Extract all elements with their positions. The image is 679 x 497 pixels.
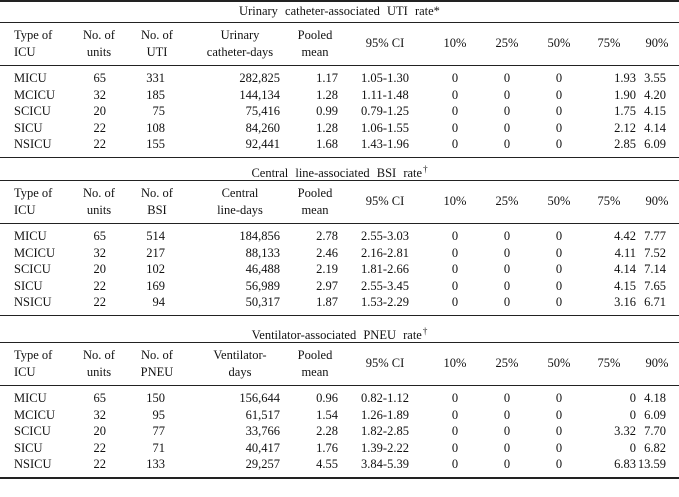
cell-95-ci: 2.16-2.81 <box>361 245 409 260</box>
cell-icu-type: SICU <box>14 440 43 455</box>
cell-pooled-mean: 4.55 <box>316 457 338 471</box>
cell-device-days: 29,257 <box>245 457 280 471</box>
cell-pooled-mean: 1.76 <box>316 440 338 455</box>
header-p90: 90% <box>645 356 669 370</box>
cell-p50: 0 <box>555 87 563 102</box>
cell-p50: 0 <box>555 391 563 405</box>
cell-units: 22 <box>93 137 106 151</box>
cell-p90: 4.18 <box>644 391 666 405</box>
header-p25: 25% <box>495 356 519 370</box>
header-no-of-events-line: No. of <box>141 348 173 362</box>
cell-p25: 0 <box>503 71 511 85</box>
table-row <box>0 137 679 152</box>
section-title-text: Ventilator-associated PNEU rate <box>251 328 422 342</box>
cell-device-days: 184,856 <box>239 229 280 243</box>
cell-p50: 0 <box>555 440 563 455</box>
cell-events: 133 <box>146 457 165 471</box>
cell-95-ci: 2.55-3.45 <box>361 278 409 293</box>
header-p90: 90% <box>645 36 669 50</box>
header-no-of-events-line: PNEU <box>140 365 174 379</box>
cell-pooled-mean: 2.78 <box>316 229 338 243</box>
cell-device-days: 50,317 <box>245 295 280 309</box>
header-no-of-units <box>70 27 128 61</box>
cell-p75: 4.14 <box>614 262 636 276</box>
header-device-days <box>190 185 290 219</box>
section-title-footnote-mark: † <box>423 164 428 174</box>
table-row <box>0 121 679 136</box>
cell-p50: 0 <box>555 457 563 471</box>
cell-p10: 0 <box>451 278 459 293</box>
cell-units: 65 <box>93 229 106 243</box>
cell-device-days: 282,825 <box>239 71 280 85</box>
header-no-of-units <box>70 347 128 381</box>
cell-icu-type: MICU <box>14 229 47 243</box>
cell-95-ci: 1.81-2.66 <box>361 262 409 276</box>
header-device-days-line: Ventilator- <box>213 348 267 362</box>
table-row <box>0 279 679 294</box>
cell-p25: 0 <box>503 245 511 260</box>
header-device-days <box>190 27 290 61</box>
cell-device-days: 84,260 <box>245 120 280 135</box>
header-type-of-icu <box>14 27 74 61</box>
cell-units: 65 <box>93 71 106 85</box>
table-row <box>0 88 679 103</box>
section-title-text: Urinary catheter-associated UTI rate* <box>239 4 440 18</box>
section-bottom-rule <box>0 315 679 316</box>
cell-units: 20 <box>93 424 106 438</box>
cell-events: 185 <box>146 87 165 102</box>
cell-p75: 4.15 <box>614 278 636 293</box>
cell-icu-type: SCICU <box>14 104 51 118</box>
header-no-of-units-line: No. of <box>83 186 115 200</box>
cell-device-days: 33,766 <box>245 424 280 438</box>
cell-p90: 4.20 <box>644 87 666 102</box>
cell-p50: 0 <box>555 229 563 243</box>
section-bottom-rule <box>0 157 679 158</box>
cell-units: 22 <box>93 440 106 455</box>
cell-p75: 4.42 <box>614 229 636 243</box>
table-top-rule <box>0 0 679 2</box>
cell-95-ci: 1.11-1.48 <box>361 87 409 102</box>
cell-p10: 0 <box>451 71 459 85</box>
cell-95-ci: 0.79-1.25 <box>361 104 409 118</box>
cell-device-days: 40,417 <box>245 440 280 455</box>
cell-units: 32 <box>93 407 106 422</box>
cell-icu-type: MICU <box>14 391 47 405</box>
cell-p25: 0 <box>503 407 511 422</box>
header-p10: 10% <box>443 36 467 50</box>
cell-95-ci: 3.84-5.39 <box>361 457 409 471</box>
cell-p50: 0 <box>555 71 563 85</box>
cell-95-ci: 2.55-3.03 <box>361 229 409 243</box>
cell-pooled-mean: 0.99 <box>316 104 338 118</box>
cell-p25: 0 <box>503 424 511 438</box>
cell-device-days: 156,644 <box>239 391 280 405</box>
header-pooled-mean-line: Pooled <box>297 186 333 200</box>
table-row <box>0 246 679 261</box>
header-95-ci: 95% CI <box>365 36 405 50</box>
cell-p75: 3.16 <box>614 295 636 309</box>
table-row <box>0 229 679 244</box>
cell-events: 95 <box>152 407 165 422</box>
cell-pooled-mean: 2.97 <box>316 278 338 293</box>
cell-icu-type: NSICU <box>14 137 52 151</box>
cell-p25: 0 <box>503 278 511 293</box>
cell-icu-type: MCICU <box>14 87 55 102</box>
cell-events: 150 <box>146 391 165 405</box>
header-type-of-icu-line: Type of <box>14 186 53 200</box>
header-pooled-mean <box>290 27 340 61</box>
cell-p50: 0 <box>555 245 563 260</box>
cell-p90: 7.52 <box>644 245 666 260</box>
cell-p50: 0 <box>555 278 563 293</box>
header-no-of-units-line: units <box>86 203 112 217</box>
header-no-of-units-line: No. of <box>83 28 115 42</box>
header-pooled-mean <box>290 347 340 381</box>
cell-units: 65 <box>93 391 106 405</box>
cell-p10: 0 <box>451 262 459 276</box>
cell-p50: 0 <box>555 295 563 309</box>
section-title <box>0 3 679 19</box>
cell-95-ci: 1.39-2.22 <box>361 440 409 455</box>
header-no-of-events-line: BSI <box>147 203 167 217</box>
cell-units: 32 <box>93 87 106 102</box>
cell-units: 22 <box>93 120 106 135</box>
cell-events: 169 <box>146 278 165 293</box>
cell-95-ci: 1.06-1.55 <box>361 120 409 135</box>
cell-p90: 6.82 <box>644 440 666 455</box>
cell-p50: 0 <box>555 424 563 438</box>
header-no-of-events <box>128 27 186 61</box>
section-bottom-rule <box>0 477 679 479</box>
table-row <box>0 262 679 277</box>
cell-p90: 6.09 <box>644 137 666 151</box>
cell-events: 155 <box>146 137 165 151</box>
cell-p90: 4.15 <box>644 104 666 118</box>
cell-device-days: 46,488 <box>245 262 280 276</box>
cell-p10: 0 <box>451 457 459 471</box>
header-type-of-icu <box>14 185 74 219</box>
header-p50: 50% <box>547 356 571 370</box>
header-pooled-mean-line: mean <box>301 45 329 59</box>
cell-p75: 0 <box>629 407 636 422</box>
table-row <box>0 408 679 423</box>
header-device-days-line: catheter-days <box>206 45 274 59</box>
table-row <box>0 295 679 310</box>
cell-p50: 0 <box>555 120 563 135</box>
cell-p90: 7.14 <box>644 262 666 276</box>
header-no-of-events-line: No. of <box>141 28 173 42</box>
cell-95-ci: 1.53-2.29 <box>361 295 409 309</box>
header-p10: 10% <box>443 356 467 370</box>
cell-p90: 6.71 <box>644 295 666 309</box>
section-title-rule <box>0 22 679 23</box>
cell-p90: 4.14 <box>644 120 666 135</box>
cell-p75: 1.75 <box>614 104 636 118</box>
header-type-of-icu-line: Type of <box>14 28 53 42</box>
cell-p25: 0 <box>503 440 511 455</box>
section-title-rule <box>0 342 679 343</box>
cell-p50: 0 <box>555 104 563 118</box>
cell-events: 75 <box>152 104 165 118</box>
header-no-of-units-line: units <box>86 365 112 379</box>
cell-pooled-mean: 2.19 <box>316 262 338 276</box>
cell-pooled-mean: 2.28 <box>316 424 338 438</box>
header-device-days-line: Urinary <box>220 28 260 42</box>
header-pooled-mean-line: mean <box>301 203 329 217</box>
cell-p50: 0 <box>555 262 563 276</box>
cell-p90: 6.09 <box>644 407 666 422</box>
cell-p25: 0 <box>503 87 511 102</box>
section-title-text: Central line-associated BSI rate <box>251 166 423 180</box>
cell-p75: 1.93 <box>614 71 636 85</box>
cell-p50: 0 <box>555 137 563 151</box>
header-type-of-icu-line: ICU <box>14 45 36 59</box>
cell-events: 102 <box>146 262 165 276</box>
header-type-of-icu-line: ICU <box>14 365 36 379</box>
cell-95-ci: 1.43-1.96 <box>361 137 409 151</box>
cell-p10: 0 <box>451 104 459 118</box>
header-no-of-units-line: No. of <box>83 348 115 362</box>
header-rule <box>0 223 679 224</box>
cell-icu-type: SICU <box>14 120 43 135</box>
cell-icu-type: SICU <box>14 278 43 293</box>
cell-icu-type: NSICU <box>14 457 52 471</box>
cell-p75: 0 <box>629 391 636 405</box>
header-p75: 75% <box>597 356 621 370</box>
cell-units: 22 <box>93 457 106 471</box>
cell-units: 22 <box>93 278 106 293</box>
header-p10: 10% <box>443 194 467 208</box>
cell-units: 20 <box>93 262 106 276</box>
table-row <box>0 71 679 86</box>
header-p50: 50% <box>547 36 571 50</box>
cell-device-days: 61,517 <box>245 407 280 422</box>
cell-events: 94 <box>152 295 165 309</box>
cell-p75: 1.90 <box>614 87 636 102</box>
cell-p10: 0 <box>451 407 459 422</box>
header-no-of-units <box>70 185 128 219</box>
header-no-of-events-line: UTI <box>146 45 168 59</box>
cell-p90: 7.77 <box>644 229 666 243</box>
header-device-days-line: line-days <box>217 203 263 217</box>
cell-device-days: 56,989 <box>245 278 280 293</box>
header-p50: 50% <box>547 194 571 208</box>
header-p90: 90% <box>645 194 669 208</box>
header-device-days <box>190 347 290 381</box>
cell-p25: 0 <box>503 229 511 243</box>
cell-device-days: 75,416 <box>245 104 280 118</box>
cell-pooled-mean: 1.28 <box>316 120 338 135</box>
cell-icu-type: SCICU <box>14 424 51 438</box>
cell-icu-type: MICU <box>14 71 47 85</box>
cell-p10: 0 <box>451 229 459 243</box>
cell-units: 32 <box>93 245 106 260</box>
cell-pooled-mean: 1.17 <box>316 71 338 85</box>
cell-units: 20 <box>93 104 106 118</box>
cell-p90: 7.70 <box>644 424 666 438</box>
cell-device-days: 144,134 <box>239 87 280 102</box>
header-type-of-icu <box>14 347 74 381</box>
header-95-ci: 95% CI <box>365 194 405 208</box>
cell-icu-type: MCICU <box>14 245 55 260</box>
cell-pooled-mean: 1.87 <box>316 295 338 309</box>
cell-p25: 0 <box>503 137 511 151</box>
cell-p10: 0 <box>451 391 459 405</box>
header-p75: 75% <box>597 194 621 208</box>
header-pooled-mean-line: mean <box>301 365 329 379</box>
header-no-of-events <box>128 347 186 381</box>
cell-p90: 13.59 <box>637 457 666 471</box>
cell-p75: 6.83 <box>614 457 636 471</box>
cell-events: 217 <box>146 245 165 260</box>
cell-p10: 0 <box>451 295 459 309</box>
cell-pooled-mean: 1.54 <box>316 407 338 422</box>
table-row <box>0 391 679 406</box>
cell-p90: 7.65 <box>644 278 666 293</box>
cell-events: 514 <box>146 229 165 243</box>
cell-p25: 0 <box>503 120 511 135</box>
cell-pooled-mean: 0.96 <box>316 391 338 405</box>
cell-p75: 3.32 <box>614 424 636 438</box>
cell-p25: 0 <box>503 391 511 405</box>
cell-95-ci: 1.26-1.89 <box>361 407 409 422</box>
cell-p75: 2.85 <box>614 137 636 151</box>
cell-icu-type: MCICU <box>14 407 55 422</box>
cell-p10: 0 <box>451 120 459 135</box>
cell-device-days: 92,441 <box>245 137 280 151</box>
cell-p25: 0 <box>503 457 511 471</box>
header-p25: 25% <box>495 194 519 208</box>
cell-p10: 0 <box>451 87 459 102</box>
cell-icu-type: NSICU <box>14 295 52 309</box>
header-rule <box>0 65 679 66</box>
cell-95-ci: 1.05-1.30 <box>361 71 409 85</box>
cell-p25: 0 <box>503 104 511 118</box>
cell-p25: 0 <box>503 262 511 276</box>
cell-pooled-mean: 1.68 <box>316 137 338 151</box>
cell-p75: 0 <box>629 440 636 455</box>
cell-events: 71 <box>152 440 165 455</box>
cell-95-ci: 1.82-2.85 <box>361 424 409 438</box>
header-type-of-icu-line: Type of <box>14 348 53 362</box>
cell-events: 331 <box>146 71 165 85</box>
cell-p10: 0 <box>451 440 459 455</box>
table-row <box>0 457 679 472</box>
header-rule <box>0 385 679 386</box>
cell-pooled-mean: 2.46 <box>316 245 338 260</box>
cell-events: 108 <box>146 120 165 135</box>
cell-units: 22 <box>93 295 106 309</box>
cell-p90: 3.55 <box>644 71 666 85</box>
header-no-of-units-line: units <box>86 45 112 59</box>
cell-p10: 0 <box>451 424 459 438</box>
table-row <box>0 104 679 119</box>
header-device-days-line: Central <box>221 186 259 200</box>
cell-device-days: 88,133 <box>245 245 280 260</box>
cell-p75: 4.11 <box>614 245 636 260</box>
cell-95-ci: 0.82-1.12 <box>361 391 409 405</box>
header-no-of-events <box>128 185 186 219</box>
header-pooled-mean-line: Pooled <box>297 28 333 42</box>
cell-events: 77 <box>152 424 165 438</box>
table-row <box>0 441 679 456</box>
section-title <box>0 323 679 343</box>
header-p25: 25% <box>495 36 519 50</box>
cell-p50: 0 <box>555 407 563 422</box>
section-title-footnote-mark: † <box>422 326 428 336</box>
header-95-ci: 95% CI <box>365 356 405 370</box>
cell-p10: 0 <box>451 137 459 151</box>
header-no-of-events-line: No. of <box>141 186 173 200</box>
section-title-rule <box>0 180 679 181</box>
header-pooled-mean-line: Pooled <box>297 348 333 362</box>
cell-p75: 2.12 <box>614 120 636 135</box>
header-pooled-mean <box>290 185 340 219</box>
cell-p10: 0 <box>451 245 459 260</box>
header-type-of-icu-line: ICU <box>14 203 36 217</box>
header-p75: 75% <box>597 36 621 50</box>
cell-p25: 0 <box>503 295 511 309</box>
cell-icu-type: SCICU <box>14 262 51 276</box>
cell-pooled-mean: 1.28 <box>316 87 338 102</box>
table-row <box>0 424 679 439</box>
section-title <box>0 161 679 181</box>
header-device-days-line: days <box>228 365 252 379</box>
